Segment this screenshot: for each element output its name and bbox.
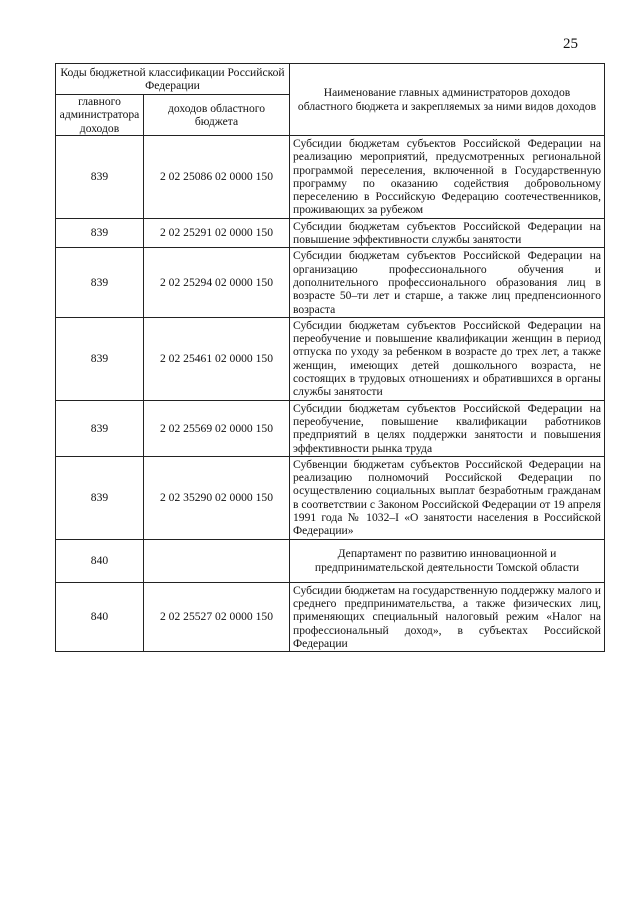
table-row — [56, 400, 605, 456]
row-description: Субсидии бюджетам субъектов Российской Федерации на переобучение, повышение квалификации работников предприятий в целях поддержки занятости и повышения эффективности рынка труда — [290, 400, 605, 456]
header-income-column: доходов областного бюджета — [144, 95, 290, 136]
row-admin-code: 839 — [56, 400, 144, 456]
header-codes-group: Коды бюджетной классификации Российской Федерации — [56, 64, 290, 95]
row-description: Субсидии бюджетам субъектов Российской Федерации на повышение эффективности службы занятости — [290, 218, 605, 248]
budget-classification-table — [55, 63, 605, 652]
row-income-code: 2 02 25527 02 0000 150 — [144, 582, 290, 651]
row-admin-code: 840 — [56, 582, 144, 651]
row-admin-code: 839 — [56, 136, 144, 219]
row-description: Субсидии бюджетам субъектов Российской Федерации на реализацию мероприятий, предусмотренных региональной программой переселения, включенной в Государственную программу по оказанию содействия добровольному переселению в Российскую Федерацию соотечественников, проживающих за рубежом — [290, 136, 605, 219]
row-admin-code: 839 — [56, 456, 144, 539]
department-admin-code: 840 — [56, 539, 144, 582]
table-row — [56, 582, 605, 651]
table-row — [56, 317, 605, 400]
row-description: Субсидии бюджетам на государственную поддержку малого и среднего предпринимательства, а также физических лиц, применяющих специальный налоговый режим «Налог на профессиональный доход», в субъектах Российской Федерации — [290, 582, 605, 651]
row-income-code: 2 02 25294 02 0000 150 — [144, 248, 290, 317]
row-description: Субсидии бюджетам субъектов Российской Федерации на организацию профессионального обучения и дополнительного профессионального образования лиц в возрасте 50–ти лет и старше, а также лиц предпенсионного возраста — [290, 248, 605, 317]
table-row — [56, 218, 605, 248]
header-admin-column: главного администратора доходов — [56, 95, 144, 136]
row-description: Субсидии бюджетам субъектов Российской Федерации на переобучение и повышение квалификации женщин в период отпуска по уходу за ребенком в возрасте до трех лет, а также женщин, имеющих детей дошкольного возраста, не состоящих в трудовых отношениях и обратившихся в органы службы занятости — [290, 317, 605, 400]
row-income-code: 2 02 25461 02 0000 150 — [144, 317, 290, 400]
row-admin-code: 839 — [56, 248, 144, 317]
department-row — [56, 539, 605, 582]
row-admin-code: 839 — [56, 218, 144, 248]
table-row — [56, 456, 605, 539]
department-income-code-empty — [144, 539, 290, 582]
table-row — [56, 248, 605, 317]
row-income-code: 2 02 35290 02 0000 150 — [144, 456, 290, 539]
department-name: Департамент по развитию инновационной и предпринимательской деятельности Томской области — [290, 539, 605, 582]
row-description: Субвенции бюджетам субъектов Российской Федерации на реализацию полномочий Российской Федерации по осуществлению социальных выплат безработным гражданам в соответствии с Законом Российской Федерации от 19 апреля 1991 года № 1032–I «О занятости населения в Российской Федерации» — [290, 456, 605, 539]
page-number: 25 — [563, 36, 578, 52]
row-income-code: 2 02 25291 02 0000 150 — [144, 218, 290, 248]
row-income-code: 2 02 25086 02 0000 150 — [144, 136, 290, 219]
row-admin-code: 839 — [56, 317, 144, 400]
row-income-code: 2 02 25569 02 0000 150 — [144, 400, 290, 456]
table-row — [56, 136, 605, 219]
header-name-column: Наименование главных администраторов доходов областного бюджета и закрепляемых за ними видов доходов — [290, 64, 605, 136]
header-row-1 — [56, 64, 605, 95]
